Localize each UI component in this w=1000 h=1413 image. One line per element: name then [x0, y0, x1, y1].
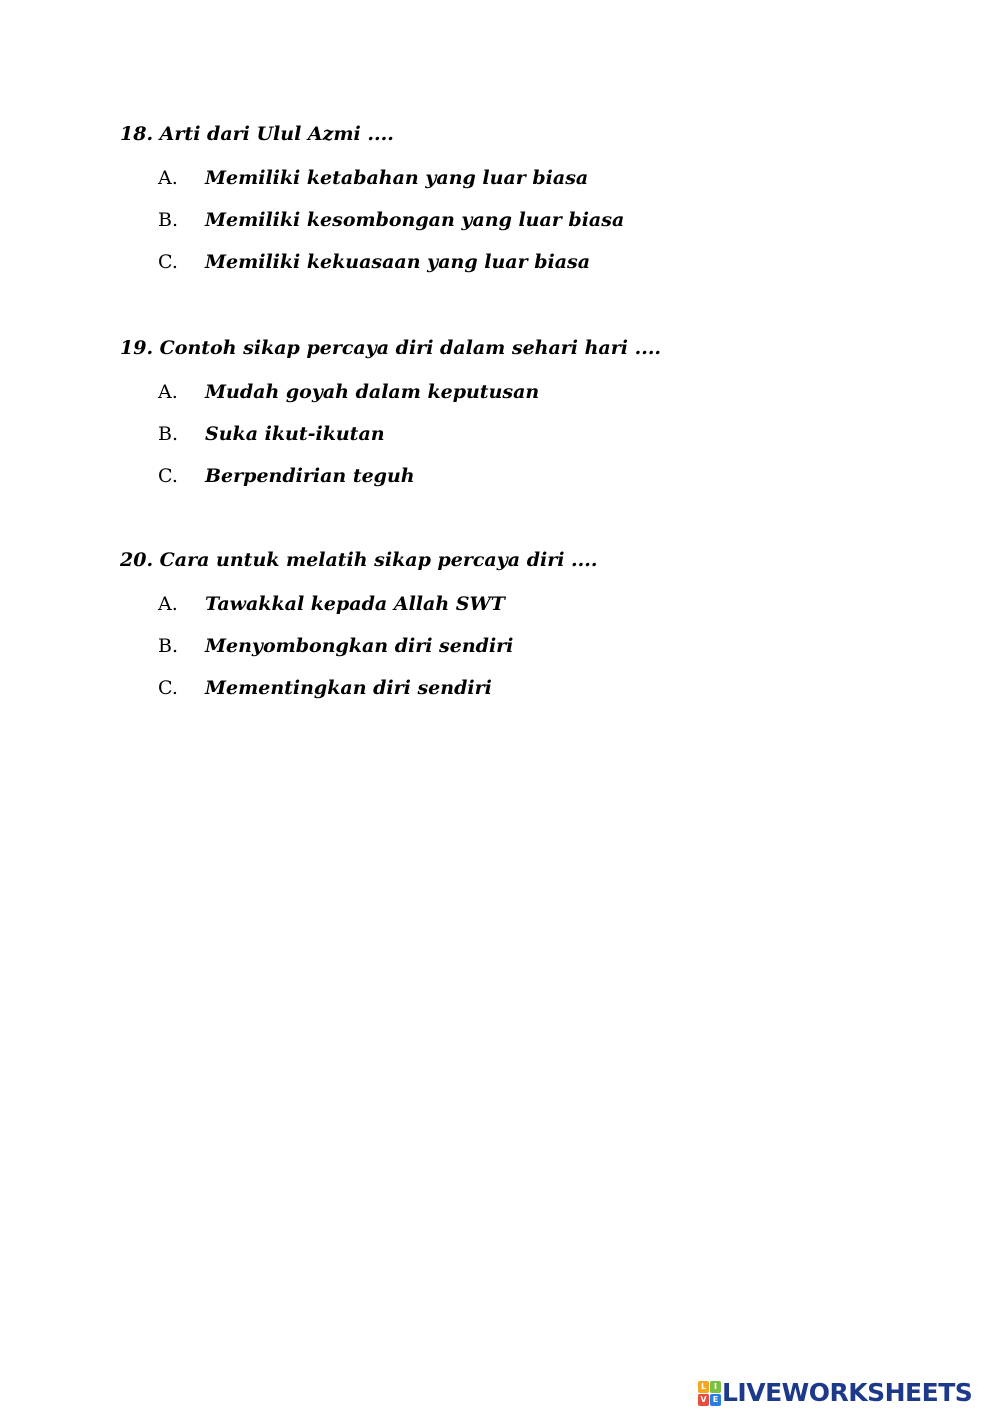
option-letter: B.	[158, 635, 179, 657]
question-text: 20. Cara untuk melatih sikap percaya diri ....	[120, 549, 598, 571]
question-text: 19. Contoh sikap percaya diri dalam sehari hari ....	[120, 337, 662, 359]
logo-tile-l: L	[698, 1381, 709, 1393]
option-text: Mudah goyah dalam keputusan	[205, 381, 540, 403]
option-letter: C.	[158, 677, 178, 699]
option-letter: C.	[158, 251, 178, 273]
logo-tile-i: I	[710, 1381, 721, 1393]
liveworksheets-brand[interactable]	[698, 1378, 972, 1408]
option-letter: A.	[158, 381, 178, 403]
logo-tile-e: E	[710, 1394, 721, 1406]
question-20	[120, 548, 920, 699]
option-letter: B.	[158, 209, 179, 231]
option-text: Memiliki ketabahan yang luar biasa	[205, 167, 589, 189]
option-letter: B.	[158, 423, 179, 445]
option-text: Berpendirian teguh	[205, 465, 415, 487]
logo-tile-v: V	[698, 1394, 709, 1406]
question-text: 18. Arti dari Ulul Azmi ....	[120, 123, 394, 145]
option-text: Tawakkal kepada Allah SWT	[205, 593, 505, 615]
option-text: Memiliki kesombongan yang luar biasa	[205, 209, 625, 231]
option-text: Memiliki kekuasaan yang luar biasa	[205, 251, 591, 273]
brand-wordmark: LIVEWORKSHEETS	[722, 1378, 973, 1407]
question-18	[120, 122, 920, 273]
question-19	[120, 336, 920, 487]
option-letter: A.	[158, 167, 178, 189]
option-text: Menyombongkan diri sendiri	[205, 635, 514, 657]
option-text: Suka ikut-ikutan	[205, 423, 385, 445]
liveworksheets-logo-icon	[698, 1381, 720, 1405]
option-letter: C.	[158, 465, 178, 487]
option-letter: A.	[158, 593, 178, 615]
option-text: Mementingkan diri sendiri	[205, 677, 492, 699]
